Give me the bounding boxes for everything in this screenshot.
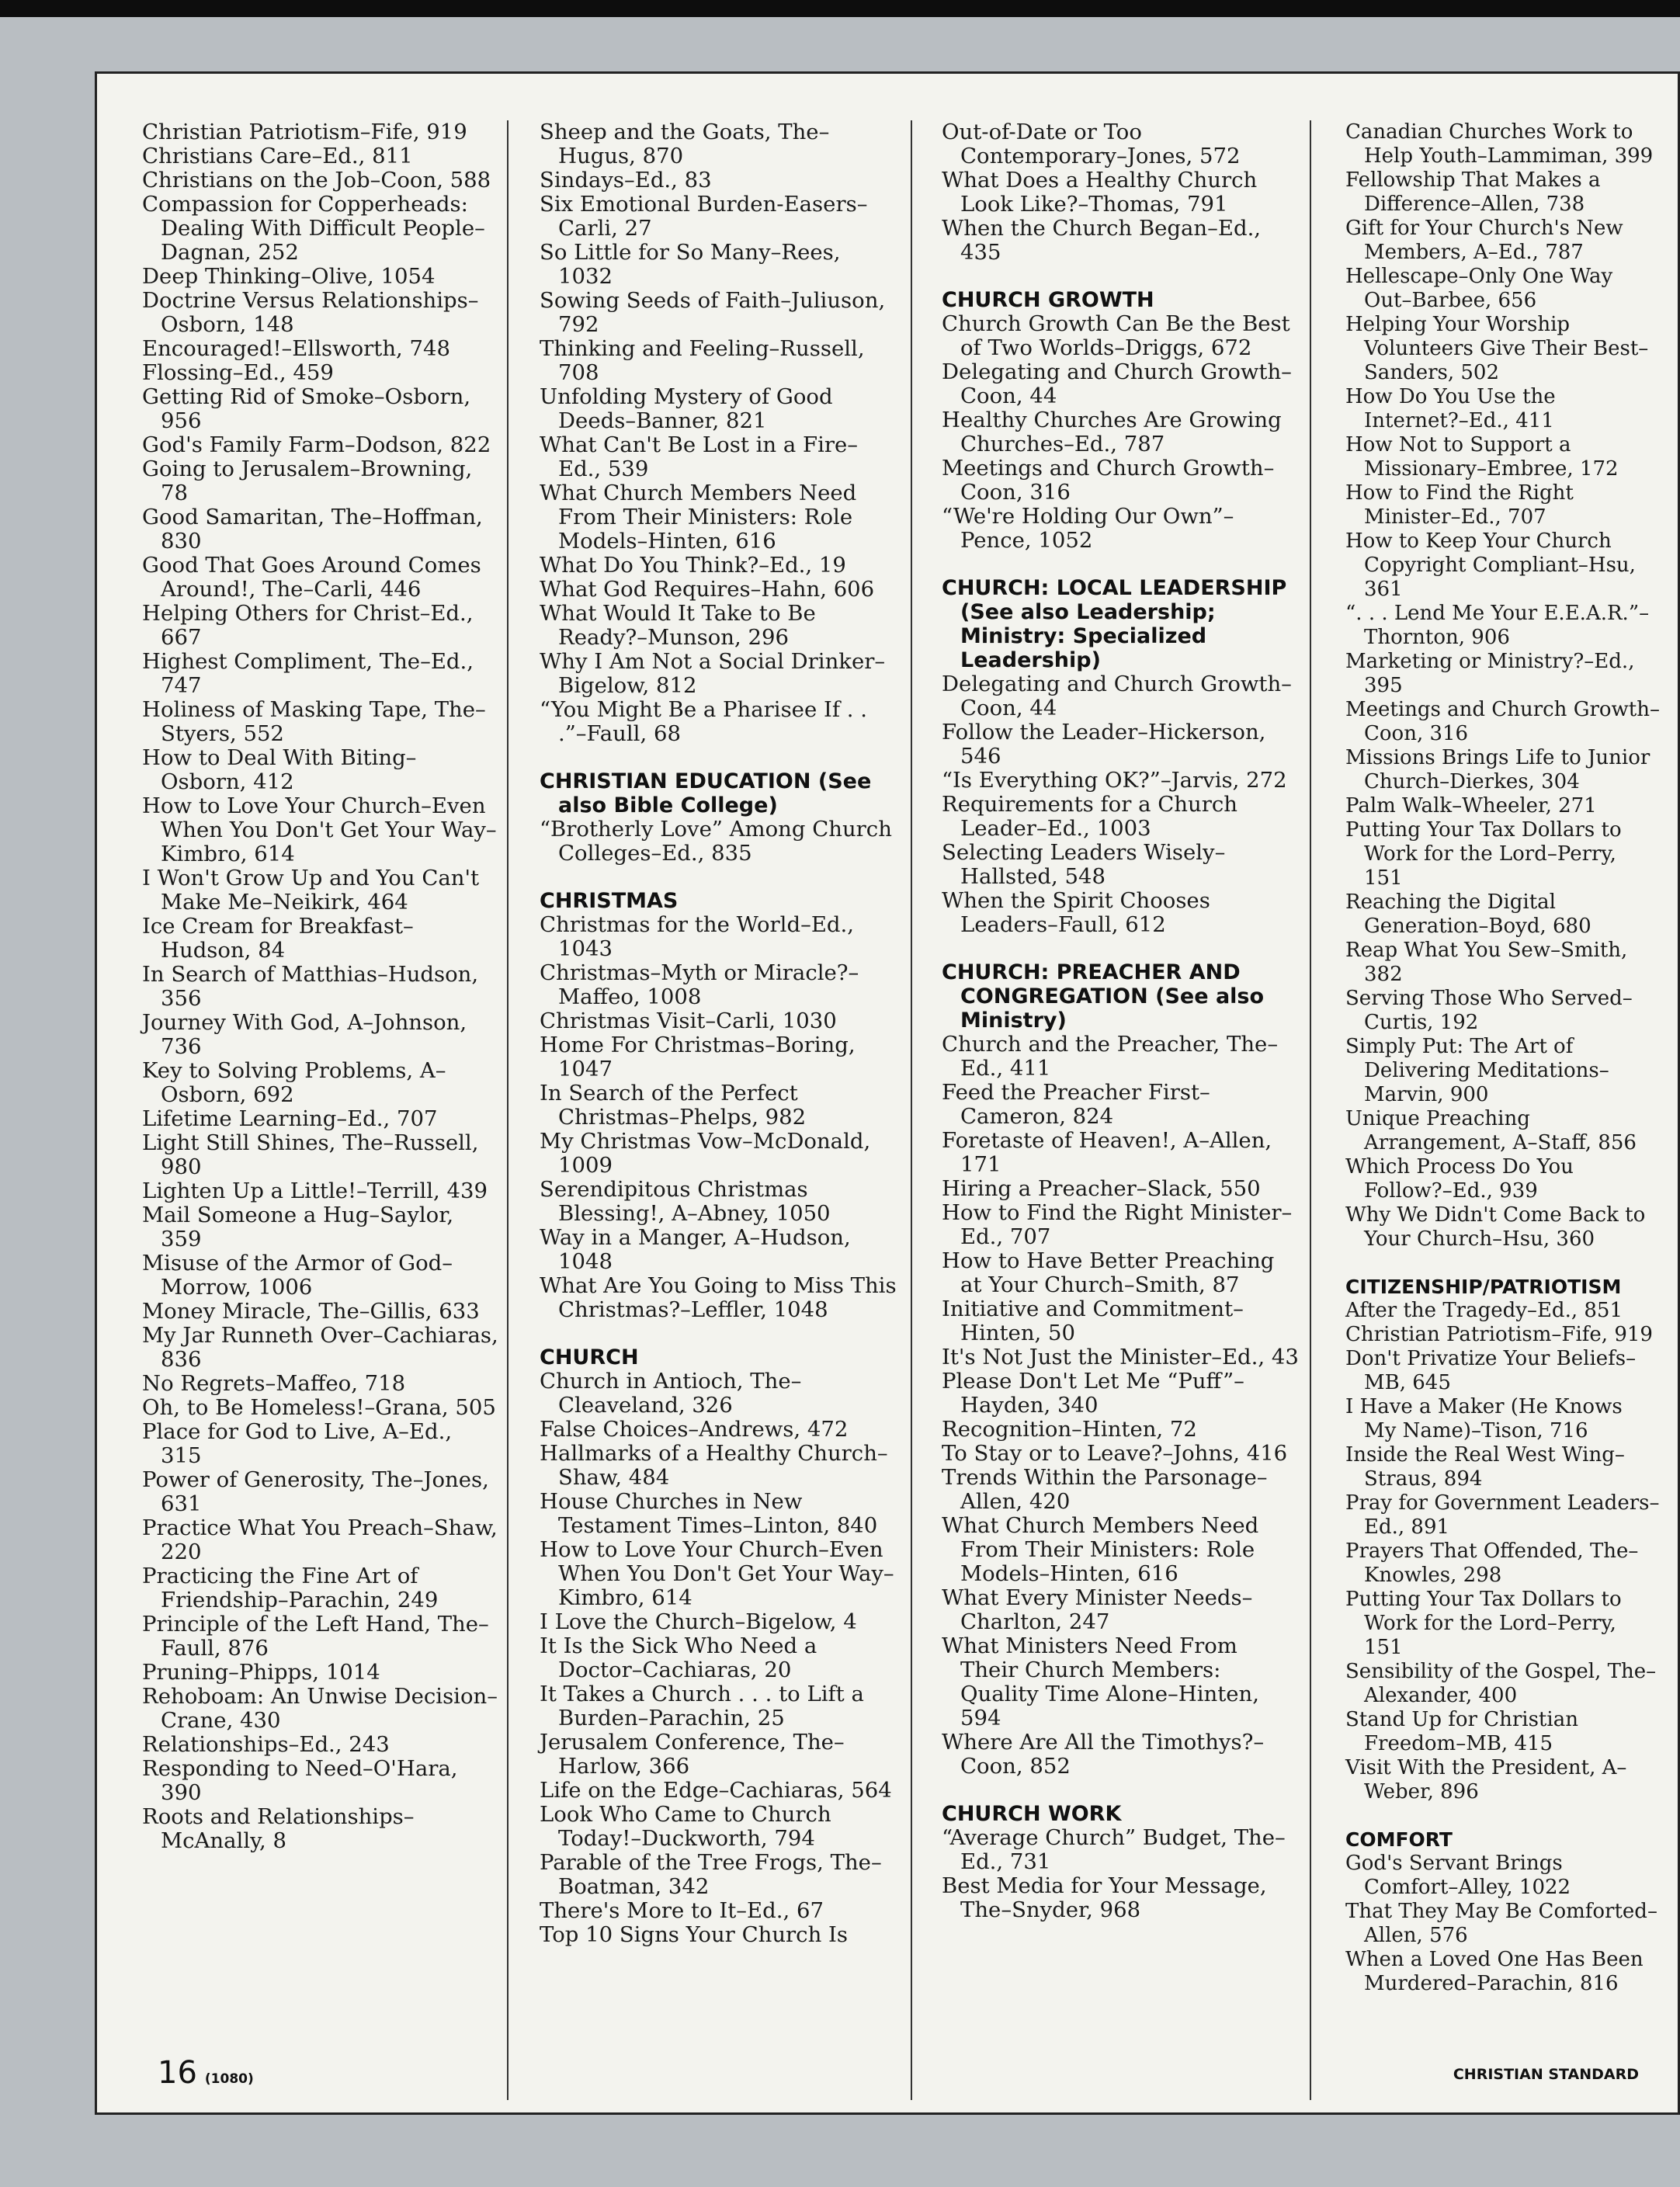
index-column-3 xyxy=(942,120,1299,1922)
index-entry: How to Deal With Biting–Osborn, 412 xyxy=(142,745,417,794)
index-entry: It Takes a Church . . . to Lift a Burden–Parachin, 25 xyxy=(540,1682,864,1731)
index-entry: Sheep and the Goats, The–Hugus, 870 xyxy=(540,120,830,168)
index-entry: “Is Everything OK?”–Jarvis, 272 xyxy=(942,768,1287,793)
index-entry: How to Find the Right Minister–Ed., 707 xyxy=(942,1200,1293,1249)
index-entry: Healthy Churches Are Growing Churches–Ed., 787 xyxy=(942,408,1282,456)
index-entry: Oh, to Be Homeless!–Grana, 505 xyxy=(142,1395,496,1420)
issue-page-number: (1080) xyxy=(204,2071,254,2087)
index-entry: It's Not Just the Minister–Ed., 43 xyxy=(942,1345,1299,1369)
index-entry: “Brotherly Love” Among Church Colleges–Ed., 835 xyxy=(540,817,892,866)
index-entry: So Little for So Many–Rees, 1032 xyxy=(540,240,841,289)
index-entry: Putting Your Tax Dollars to Work for the Lord–Perry, 151 xyxy=(1345,818,1622,890)
index-entry: Jerusalem Conference, The–Harlow, 366 xyxy=(540,1730,845,1779)
index-entry: What Does a Healthy Church Look Like?–Thomas, 791 xyxy=(942,168,1258,217)
index-entry: Mail Someone a Hug–Saylor, 359 xyxy=(142,1203,454,1251)
index-entry: Out-of-Date or Too Contemporary–Jones, 572 xyxy=(942,120,1241,168)
index-entry: Initiative and Commitment–Hinten, 50 xyxy=(942,1297,1244,1345)
index-entry: That They May Be Comforted–Allen, 576 xyxy=(1345,1900,1657,1947)
index-entry: Home For Christmas–Boring, 1047 xyxy=(540,1033,856,1081)
index-entry: Roots and Relationships–McAnally, 8 xyxy=(142,1804,415,1853)
index-entry: Meetings and Church Growth–Coon, 316 xyxy=(1345,698,1660,745)
index-entry: Meetings and Church Growth–Coon, 316 xyxy=(942,456,1275,505)
index-entry: Place for God to Live, A–Ed., 315 xyxy=(142,1419,453,1468)
index-entry: Encouraged!–Ellsworth, 748 xyxy=(142,336,451,361)
index-heading: CHURCH WORK xyxy=(942,1802,1122,1826)
page-number: 16 xyxy=(158,2055,197,2091)
index-entry: Palm Walk–Wheeler, 271 xyxy=(1345,794,1597,818)
index-entry: Where Are All the Timothys?–Coon, 852 xyxy=(942,1730,1265,1779)
index-entry: Christian Patriotism–Fife, 919 xyxy=(142,120,467,144)
index-entry: Getting Rid of Smoke–Osborn, 956 xyxy=(142,384,471,433)
index-entry: Lighten Up a Little!–Terrill, 439 xyxy=(142,1179,488,1203)
index-entry: Feed the Preacher First–Cameron, 824 xyxy=(942,1080,1210,1129)
index-entry: Fellowship That Makes a Difference–Allen, 738 xyxy=(1345,168,1601,216)
index-entry: How to Find the Right Minister–Ed., 707 xyxy=(1345,481,1574,529)
index-heading: CHURCH GROWTH xyxy=(942,288,1154,312)
index-entry: Ice Cream for Breakfast–Hudson, 84 xyxy=(142,914,414,963)
index-entry: Church in Antioch, The–Cleaveland, 326 xyxy=(540,1369,802,1418)
index-entry: Christmas–Myth or Miracle?–Maffeo, 1008 xyxy=(540,960,859,1009)
index-entry: Marketing or Ministry?–Ed., 395 xyxy=(1345,650,1635,697)
index-entry: Which Process Do You Follow?–Ed., 939 xyxy=(1345,1155,1574,1203)
index-entry: Light Still Shines, The–Russell, 980 xyxy=(142,1130,479,1179)
index-entry: Look Who Came to Church Today!–Duckworth, 794 xyxy=(540,1802,831,1851)
index-entry: Good Samaritan, The–Hoffman, 830 xyxy=(142,505,483,554)
index-entry: “We're Holding Our Own”–Pence, 1052 xyxy=(942,504,1234,553)
index-entry: Missions Brings Life to Junior Church–Dierkes, 304 xyxy=(1345,746,1650,793)
index-entry: Serving Those Who Served–Curtis, 192 xyxy=(1345,987,1633,1034)
index-entry: Gift for Your Church's New Members, A–Ed., 787 xyxy=(1345,217,1623,264)
index-entry: What Can't Be Lost in a Fire–Ed., 539 xyxy=(540,432,859,481)
index-entry: Hiring a Preacher–Slack, 550 xyxy=(942,1176,1261,1201)
index-entry: Holiness of Masking Tape, The–Styers, 552 xyxy=(142,697,486,746)
index-entry: In Search of Matthias–Hudson, 356 xyxy=(142,962,479,1011)
index-heading: CHRISTIAN EDUCATION (See also Bible College) xyxy=(540,769,872,818)
index-entry: Sowing Seeds of Faith–Juliuson, 792 xyxy=(540,288,886,337)
index-entry: Selecting Leaders Wisely–Hallsted, 548 xyxy=(942,840,1226,889)
index-entry: To Stay or to Leave?–Johns, 416 xyxy=(942,1441,1288,1466)
index-column-2 xyxy=(540,120,897,1947)
index-entry: Way in a Manger, A–Hudson, 1048 xyxy=(540,1225,851,1274)
index-entry: Money Miracle, The–Gillis, 633 xyxy=(142,1299,480,1324)
index-entry: Reaching the Digital Generation–Boyd, 680 xyxy=(1345,890,1591,938)
index-entry: Church Growth Can Be the Best of Two Worlds–Driggs, 672 xyxy=(942,311,1290,360)
index-entry: Deep Thinking–Olive, 1054 xyxy=(142,264,436,289)
index-entry: House Churches in New Testament Times–Linton, 840 xyxy=(540,1489,878,1538)
index-entry: Christians on the Job–Coon, 588 xyxy=(142,168,491,193)
index-entry: Misuse of the Armor of God–Morrow, 1006 xyxy=(142,1251,453,1300)
index-entry: Six Emotional Burden-Easers–Carli, 27 xyxy=(540,192,868,241)
index-entry: Hallmarks of a Healthy Church–Shaw, 484 xyxy=(540,1441,888,1490)
index-entry: Thinking and Feeling–Russell, 708 xyxy=(540,336,865,385)
index-entry: Doctrine Versus Relationships–Osborn, 148 xyxy=(142,288,479,337)
index-heading: COMFORT xyxy=(1345,1828,1453,1851)
index-entry: Practice What You Preach–Shaw, 220 xyxy=(142,1515,498,1564)
index-entry: How to Keep Your Church Copyright Compliant–Hsu, 361 xyxy=(1345,529,1636,601)
index-entry: After the Tragedy–Ed., 851 xyxy=(1345,1299,1623,1322)
index-entry: Christian Patriotism–Fife, 919 xyxy=(1345,1323,1653,1346)
index-entry: Simply Put: The Art of Delivering Meditations–Marvin, 900 xyxy=(1345,1035,1609,1106)
index-heading: CHURCH: PREACHER AND CONGREGATION (See also Ministry) xyxy=(942,960,1265,1033)
index-entry: Helping Others for Christ–Ed., 667 xyxy=(142,601,474,650)
index-entry: Canadian Churches Work to Help Youth–Lammiman, 399 xyxy=(1345,120,1654,168)
index-entry: How to Love Your Church–Even When You Don't Get Your Way–Kimbro, 614 xyxy=(540,1537,894,1610)
index-entry: Pray for Government Leaders–Ed., 891 xyxy=(1345,1491,1660,1539)
index-entry: There's More to It–Ed., 67 xyxy=(540,1898,824,1923)
index-entry: Journey With God, A–Johnson, 736 xyxy=(142,1010,467,1059)
index-entry: Prayers That Offended, The–Knowles, 298 xyxy=(1345,1540,1639,1587)
index-entry: My Christmas Vow–McDonald, 1009 xyxy=(540,1129,871,1178)
index-entry: Life on the Edge–Cachiaras, 564 xyxy=(540,1778,892,1803)
index-entry: I Have a Maker (He Knows My Name)–Tison, 716 xyxy=(1345,1395,1623,1442)
index-entry: In Search of the Perfect Christmas–Phelps, 982 xyxy=(540,1081,807,1130)
index-entry: Putting Your Tax Dollars to Work for the Lord–Perry, 151 xyxy=(1345,1588,1622,1659)
index-entry: When the Church Began–Ed., 435 xyxy=(942,216,1262,265)
index-entry: Visit With the President, A–Weber, 896 xyxy=(1345,1756,1627,1803)
index-entry: Good That Goes Around Comes Around!, The–Carli, 446 xyxy=(142,553,481,602)
index-entry: Unfolding Mystery of Good Deeds–Banner, 821 xyxy=(540,384,833,433)
page-folio xyxy=(158,2055,254,2091)
index-entry: Why I Am Not a Social Drinker–Bigelow, 812 xyxy=(540,649,886,698)
index-entry: Inside the Real West Wing–Straus, 894 xyxy=(1345,1443,1625,1491)
index-entry: How to Have Better Preaching at Your Church–Smith, 87 xyxy=(942,1248,1275,1297)
index-entry: Recognition–Hinten, 72 xyxy=(942,1417,1197,1442)
index-entry: Don't Privatize Your Beliefs–MB, 645 xyxy=(1345,1347,1637,1394)
index-entry: My Jar Runneth Over–Cachiaras, 836 xyxy=(142,1323,498,1372)
index-entry: What Would It Take to Be Ready?–Munson, 296 xyxy=(540,601,816,650)
index-entry: Requirements for a Church Leader–Ed., 1003 xyxy=(942,792,1237,841)
index-columns xyxy=(142,120,1660,2022)
index-entry: Stand Up for Christian Freedom–MB, 415 xyxy=(1345,1708,1578,1755)
index-entry: Highest Compliment, The–Ed., 747 xyxy=(142,649,474,698)
index-entry: Rehoboam: An Unwise Decision–Crane, 430 xyxy=(142,1684,498,1733)
index-entry: Lifetime Learning–Ed., 707 xyxy=(142,1106,438,1131)
index-entry: Trends Within the Parsonage–Allen, 420 xyxy=(942,1465,1268,1514)
index-entry: I Love the Church–Bigelow, 4 xyxy=(540,1609,857,1634)
index-entry: Going to Jerusalem–Browning, 78 xyxy=(142,456,473,505)
index-entry: Unique Preaching Arrangement, A–Staff, 856 xyxy=(1345,1107,1637,1154)
index-entry: What Are You Going to Miss This Christmas?–Leffler, 1048 xyxy=(540,1273,897,1322)
index-entry: Follow the Leader–Hickerson, 546 xyxy=(942,720,1266,769)
index-heading: CITIZENSHIP/PATRIOTISM xyxy=(1345,1276,1622,1298)
index-entry: God's Family Farm–Dodson, 822 xyxy=(142,432,491,457)
index-entry: Hellescape–Only One Way Out–Barbee, 656 xyxy=(1345,265,1613,312)
index-entry: Helping Your Worship Volunteers Give Their Best–Sanders, 502 xyxy=(1345,313,1649,384)
index-heading: CHURCH xyxy=(540,1345,639,1369)
index-entry: Principle of the Left Hand, The–Faull, 876 xyxy=(142,1612,489,1661)
magazine-name: CHRISTIAN STANDARD xyxy=(1453,2066,1639,2083)
index-entry: Church and the Preacher, The–Ed., 411 xyxy=(942,1032,1279,1081)
index-entry: I Won't Grow Up and You Can't Make Me–Neikirk, 464 xyxy=(142,866,480,915)
index-entry: How Do You Use the Internet?–Ed., 411 xyxy=(1345,385,1556,432)
index-entry: What Ministers Need From Their Church Members: Quality Time Alone–Hinten, 594 xyxy=(942,1633,1260,1731)
index-entry: False Choices–Andrews, 472 xyxy=(540,1417,849,1442)
index-entry: No Regrets–Maffeo, 718 xyxy=(142,1371,406,1396)
index-entry: Sindays–Ed., 83 xyxy=(540,168,712,193)
index-entry: “Average Church” Budget, The–Ed., 731 xyxy=(942,1825,1286,1874)
index-entry: Power of Generosity, The–Jones, 631 xyxy=(142,1467,489,1516)
index-entry: Serendipitous Christmas Blessing!, A–Abney, 1050 xyxy=(540,1177,831,1226)
index-entry: Why We Didn't Come Back to Your Church–Hsu, 360 xyxy=(1345,1203,1646,1251)
index-entry: Foretaste of Heaven!, A–Allen, 171 xyxy=(942,1128,1272,1177)
index-entry: What Church Members Need From Their Ministers: Role Models–Hinten, 616 xyxy=(540,481,857,554)
index-page xyxy=(95,71,1680,2115)
index-entry: God's Servant Brings Comfort–Alley, 1022 xyxy=(1345,1852,1571,1899)
top-edge-shadow xyxy=(0,0,1680,17)
index-entry: Pruning–Phipps, 1014 xyxy=(142,1660,380,1685)
index-entry: Best Media for Your Message, The–Snyder, 968 xyxy=(942,1873,1267,1922)
index-entry: Top 10 Signs Your Church Is xyxy=(540,1922,849,1947)
index-heading: CHURCH: LOCAL LEADERSHIP (See also Leadership; Ministry: Specialized Leadership) xyxy=(942,576,1287,672)
index-entry: Please Don't Let Me “Puff”–Hayden, 340 xyxy=(942,1369,1244,1418)
index-entry: What Church Members Need From Their Ministers: Role Models–Hinten, 616 xyxy=(942,1513,1259,1586)
index-entry: Sensibility of the Gospel, The–Alexander, 400 xyxy=(1345,1660,1657,1707)
index-entry: Key to Solving Problems, A–Osborn, 692 xyxy=(142,1058,446,1107)
index-entry: Christmas Visit–Carli, 1030 xyxy=(540,1008,837,1033)
index-entry: It Is the Sick Who Need a Doctor–Cachiaras, 20 xyxy=(540,1633,817,1682)
index-entry: Delegating and Church Growth–Coon, 44 xyxy=(942,672,1292,720)
index-entry: Delegating and Church Growth–Coon, 44 xyxy=(942,359,1292,408)
index-column-1 xyxy=(142,120,499,1853)
index-heading: CHRISTMAS xyxy=(540,889,679,913)
index-entry: Responding to Need–O'Hara, 390 xyxy=(142,1756,458,1805)
index-entry: Compassion for Copperheads: Dealing With Difficult People–Dagnan, 252 xyxy=(142,192,485,265)
index-entry: When a Loved One Has Been Murdered–Parachin, 816 xyxy=(1345,1948,1644,1995)
index-entry: When the Spirit Chooses Leaders–Faull, 612 xyxy=(942,888,1210,937)
index-entry: Reap What You Sew–Smith, 382 xyxy=(1345,939,1628,986)
index-entry: Practicing the Fine Art of Friendship–Parachin, 249 xyxy=(142,1564,439,1612)
index-entry: Flossing–Ed., 459 xyxy=(142,360,334,385)
index-entry: Relationships–Ed., 243 xyxy=(142,1732,390,1757)
index-entry: What Every Minister Needs–Charlton, 247 xyxy=(942,1585,1253,1634)
index-column-4 xyxy=(1345,120,1660,1996)
index-entry: How Not to Support a Missionary–Embree, 172 xyxy=(1345,433,1619,481)
index-entry: How to Love Your Church–Even When You Don't Get Your Way–Kimbro, 614 xyxy=(142,793,497,866)
index-entry: Christmas for the World–Ed., 1043 xyxy=(540,912,854,961)
index-entry: “You Might Be a Pharisee If . . .”–Faull, 68 xyxy=(540,697,867,746)
index-entry: Christians Care–Ed., 811 xyxy=(142,144,413,168)
index-entry: Parable of the Tree Frogs, The–Boatman, 342 xyxy=(540,1850,882,1899)
index-entry: What God Requires–Hahn, 606 xyxy=(540,577,875,602)
index-entry: “. . . Lend Me Your E.E.A.R.”–Thornton, 906 xyxy=(1345,602,1650,649)
index-entry: What Do You Think?–Ed., 19 xyxy=(540,553,846,578)
